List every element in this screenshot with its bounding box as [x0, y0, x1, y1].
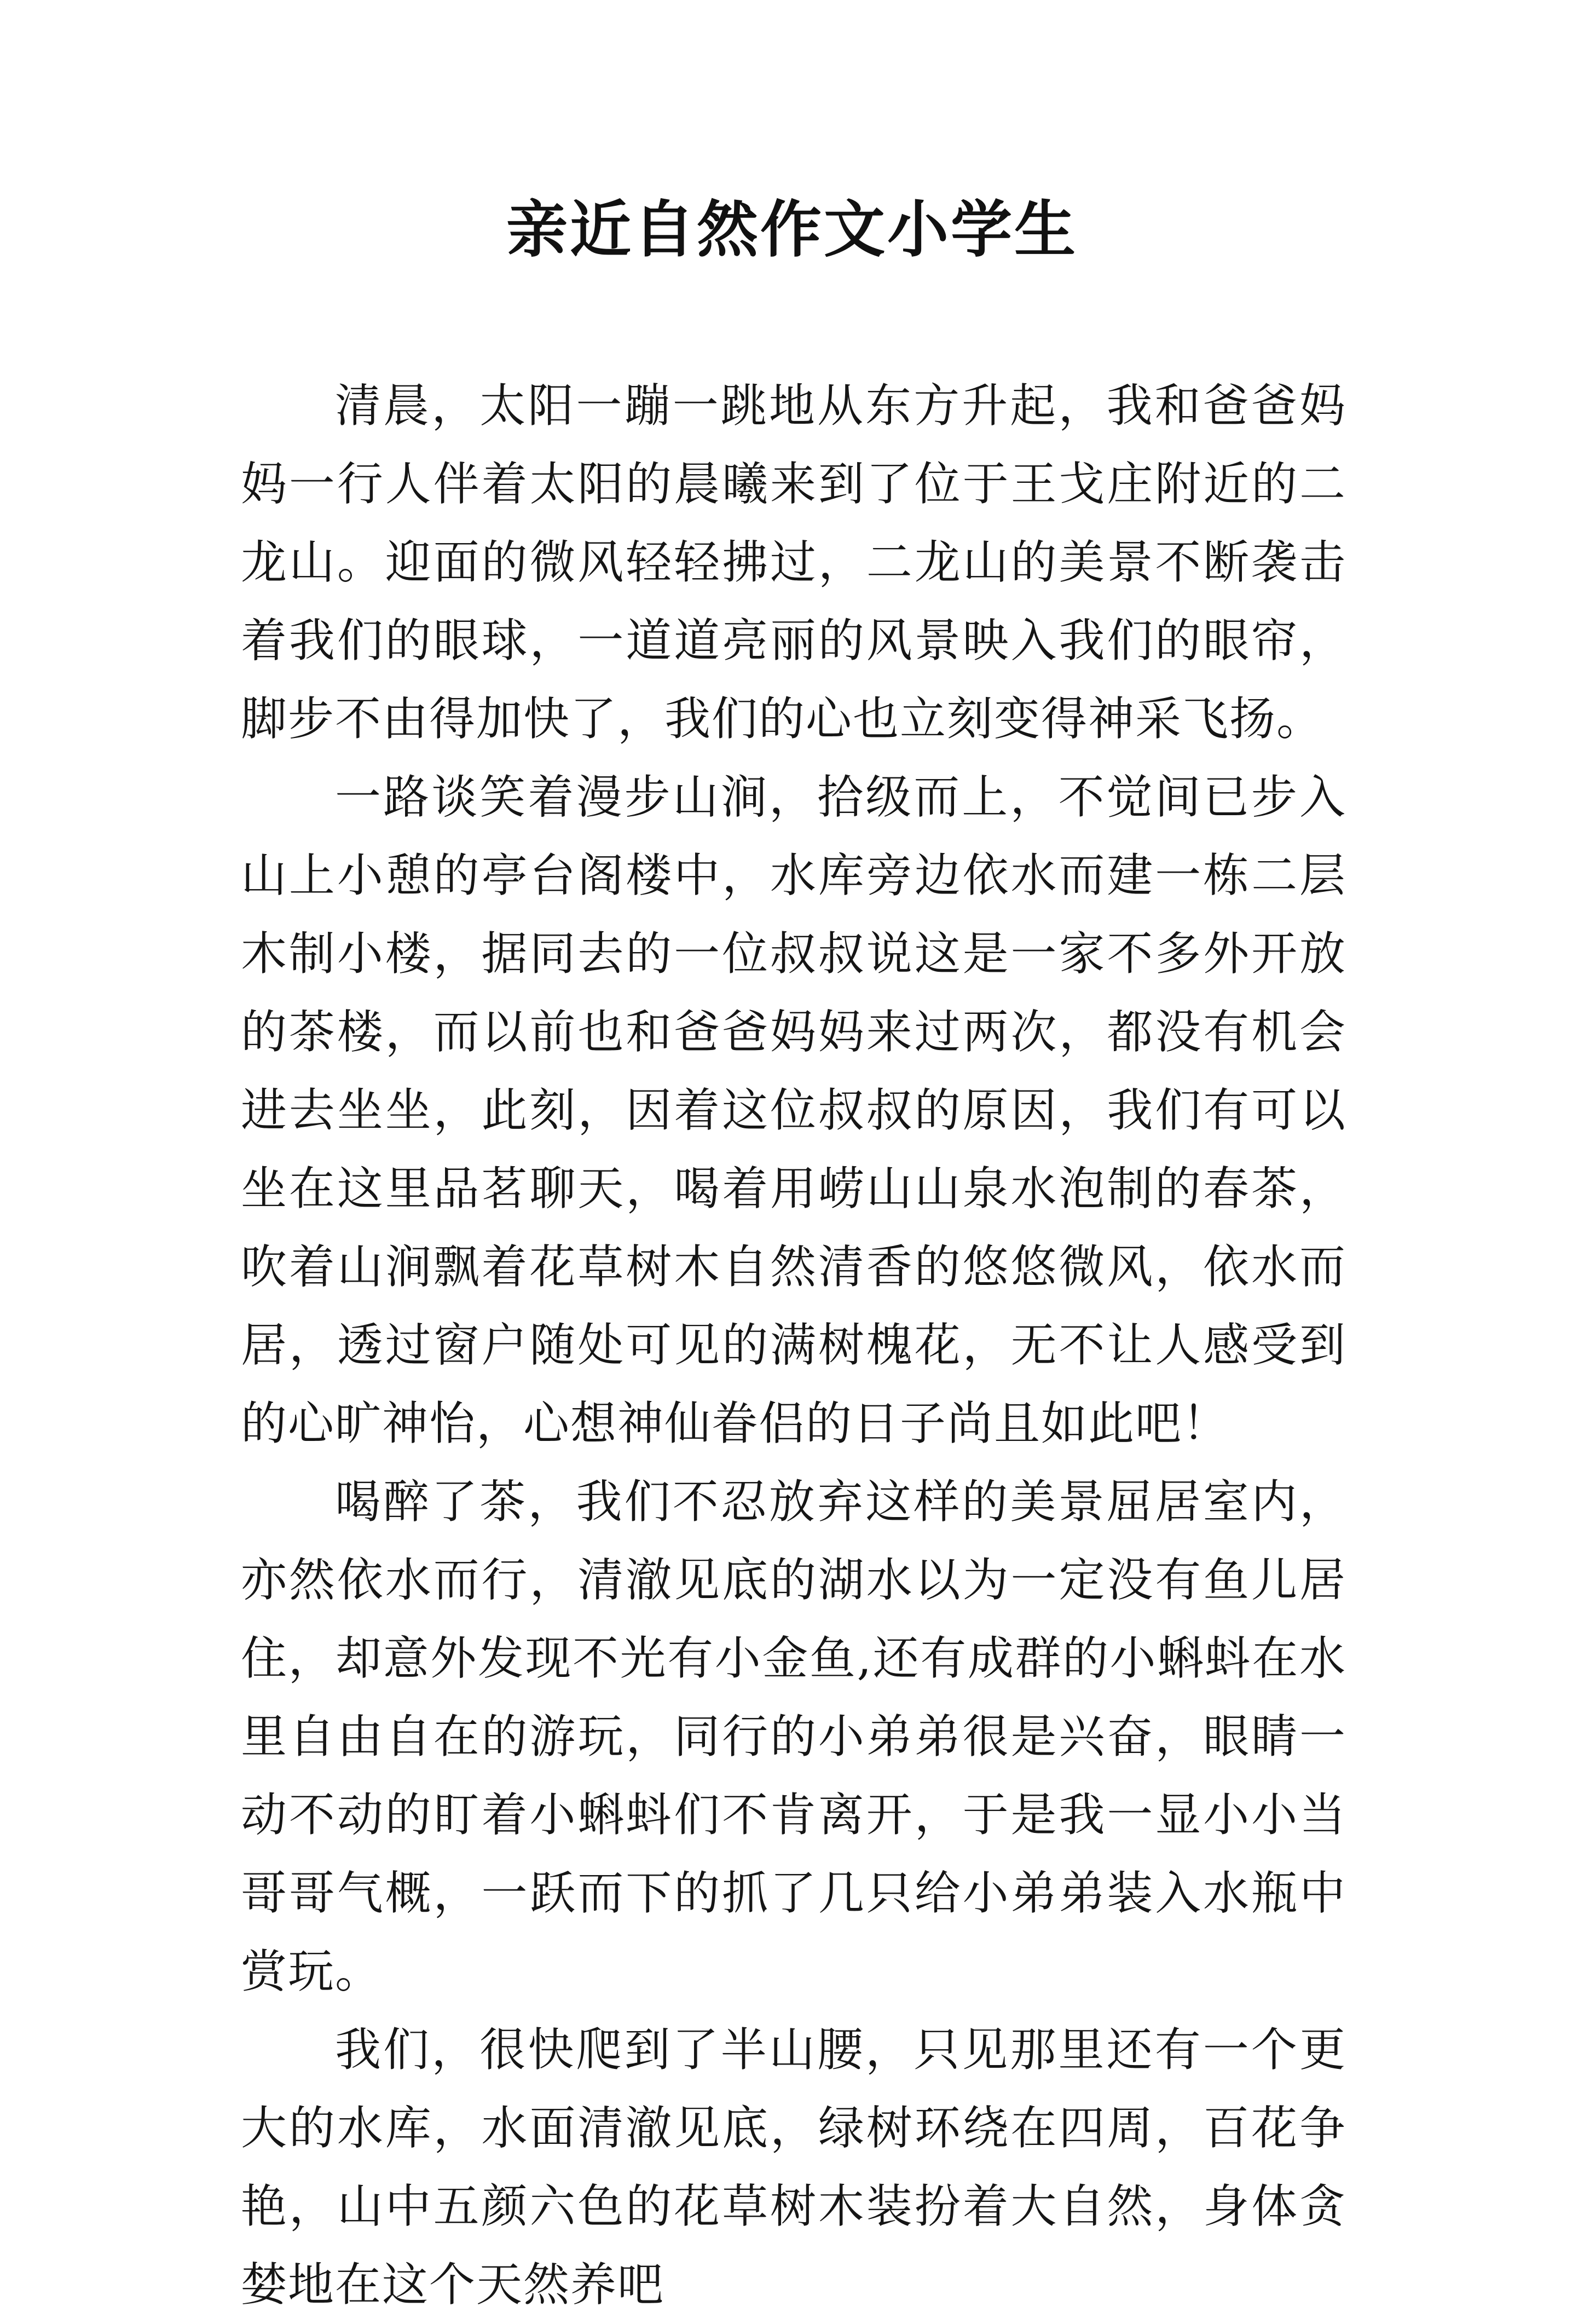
- paragraph-4: 我们，很快爬到了半山腰，只见那里还有一个更大的水库，水面清澈见底，绿树环绕在四周，百花争艳，山中五颜六色的花草树木装扮着大自然，身体贪婪地在这个天然养吧: [241, 2023, 1346, 2311]
- paragraph-2: 一路谈笑着漫步山涧，拾级而上，不觉间已步入山上小憩的亭台阁楼中，水库旁边依水而建一栋二层木制小楼，据同去的一位叔叔说这是一家不多外开放的茶楼，而以前也和爸爸妈妈来过两次，都没有机会进去坐坐，此刻，因着这位叔叔的原因，我们有可以坐在这里品茗聊天，喝着用崂山山泉水泡制的春茶，吹着山涧飘着花草树木自然清香的悠悠微风，依水而居，透过窗户随处可见的满树槐花，无不让人感受到的心旷神怡，心想神仙眷侣的日子尚且如此吧！: [241, 770, 1346, 1450]
- paragraph-3: 喝醉了茶，我们不忍放弃这样的美景屈居室内，亦然依水而行，清澈见底的湖水以为一定没有鱼儿居住，却意外发现不光有小金鱼,还有成群的小蝌蚪在水里自由自在的游玩，同行的小弟弟很是兴奋，眼睛一动不动的盯着小蝌蚪们不肯离开，于是我一显小小当哥哥气概，一跃而下的抓了几只给小弟弟装入水瓶中赏玩。: [241, 1475, 1346, 1998]
- paragraph-1: 清晨，太阳一蹦一跳地从东方升起，我和爸爸妈妈一行人伴着太阳的晨曦来到了位于王戈庄附近的二龙山。迎面的微风轻轻拂过，二龙山的美景不断袭击着我们的眼球，一道道亮丽的风景映入我们的眼帘，脚步不由得加快了，我们的心也立刻变得神采飞扬。: [241, 379, 1346, 746]
- document-body: [241, 367, 1346, 2324]
- document-title: 亲近自然作文小学生: [506, 194, 1078, 266]
